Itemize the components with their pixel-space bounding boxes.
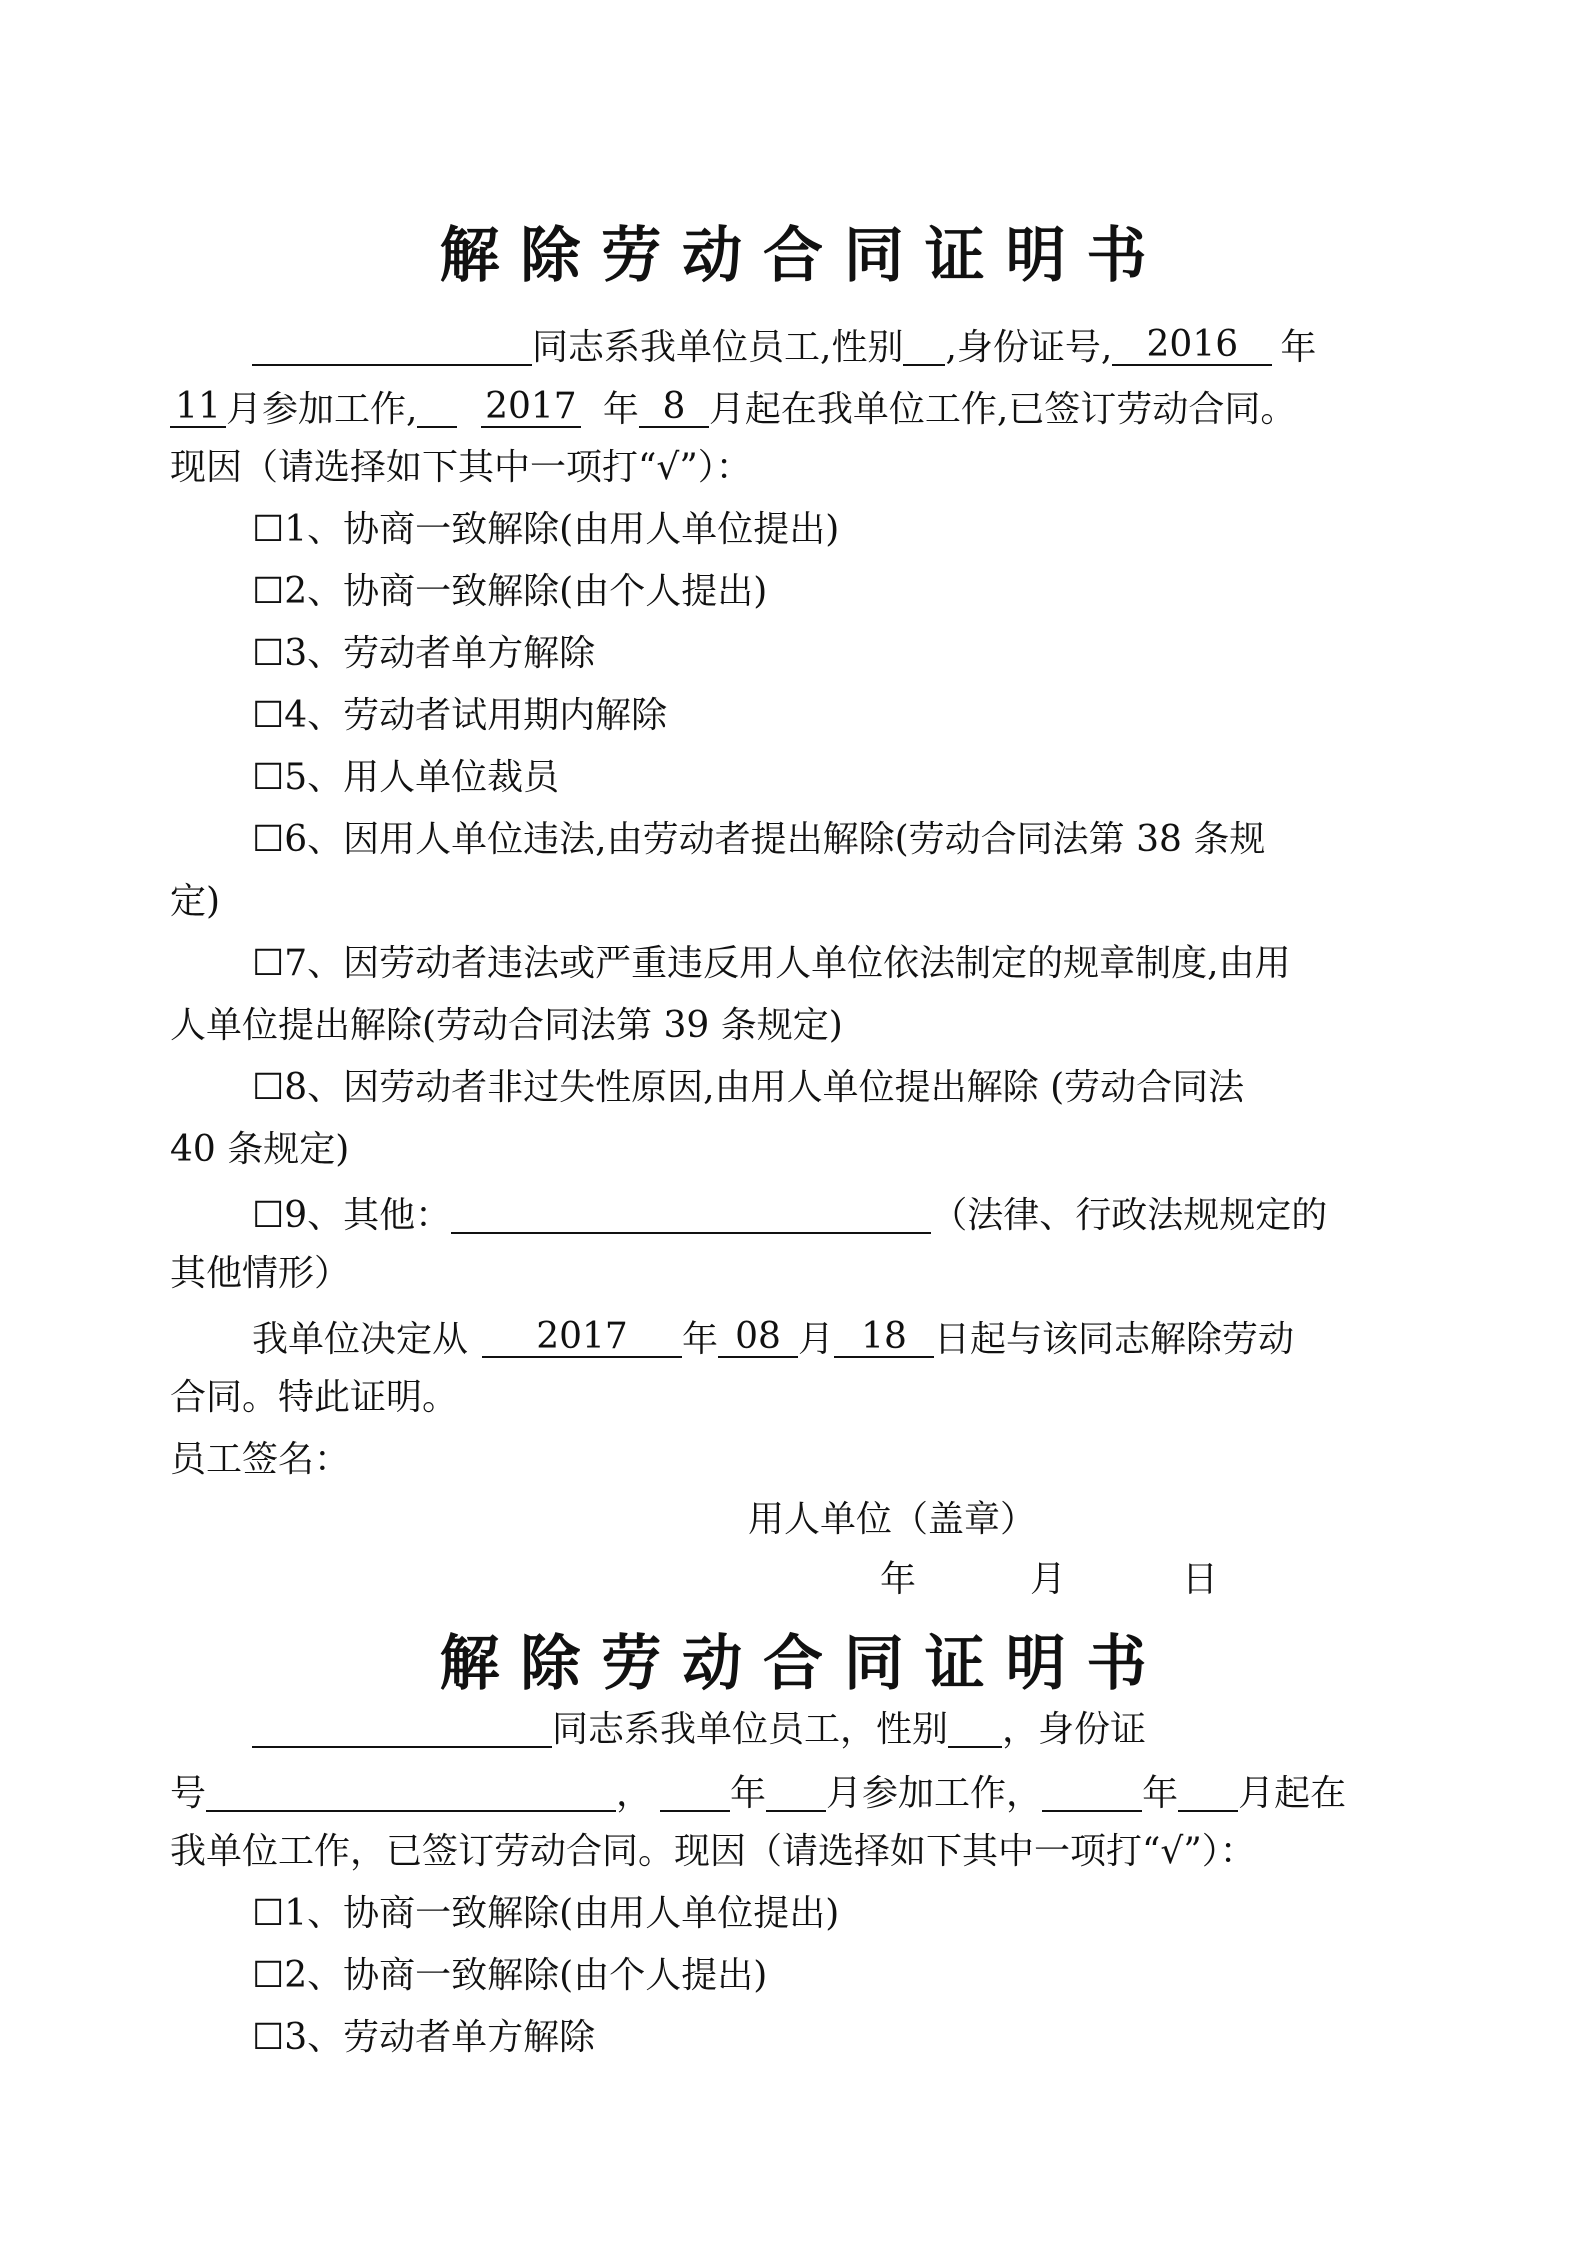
option-3-checkbox[interactable]: ☐3、劳动者单方解除 xyxy=(252,633,596,674)
option-4-checkbox[interactable]: ☐4、劳动者试用期内解除 xyxy=(252,695,668,736)
start-month-field[interactable]: 8 xyxy=(639,388,709,428)
doc2-title: 解 除 劳 动 合 同 证 明 书 xyxy=(439,1629,1147,1699)
option-1-checkbox[interactable]: ☐1、协商一致解除(由用人单位提出) xyxy=(252,509,840,550)
decision-cont: 合同。特此证明。 xyxy=(170,1377,459,1418)
option-7-cont: 人单位提出解除(劳动合同法第 39 条规定) xyxy=(170,1005,843,1046)
doc2-option-1-checkbox[interactable]: ☐1、协商一致解除(由用人单位提出) xyxy=(252,1893,840,1934)
option-2-checkbox[interactable]: ☐2、协商一致解除(由个人提出) xyxy=(252,571,768,612)
doc2-join-month-blank[interactable] xyxy=(766,1772,826,1812)
employer-stamp-label: 用人单位（盖章） xyxy=(748,1499,1037,1540)
option-9-cont: 其他情形） xyxy=(170,1253,351,1294)
doc1-line1: 同志系我单位员工,性别 ,身份证号, 2016 年 xyxy=(252,326,1316,366)
end-year-field[interactable]: 2017 xyxy=(482,1318,682,1358)
option-5-checkbox[interactable]: ☐5、用人单位裁员 xyxy=(252,757,560,798)
doc2-start-year-blank[interactable] xyxy=(1042,1772,1142,1812)
employee-signature-label: 员工签名： xyxy=(170,1439,351,1480)
doc2-line2: 号 ， 年 月参加工作， 年 月起在 xyxy=(170,1773,1347,1814)
date-month-label: 月 xyxy=(1030,1559,1067,1600)
end-month-field[interactable]: 08 xyxy=(718,1318,798,1358)
doc1-title: 解 除 劳 动 合 同 证 明 书 xyxy=(439,221,1147,291)
doc2-name-blank[interactable] xyxy=(252,1708,552,1748)
option-8-cont: 40 条规定) xyxy=(170,1129,350,1170)
name-blank[interactable] xyxy=(252,326,532,366)
doc1-line2: 11 月参加工作, 2017 年 8 月起在我单位工作,已签订劳动合同。 xyxy=(170,388,1296,428)
option-6-cont: 定) xyxy=(170,881,221,922)
join-year-field[interactable]: 2016 xyxy=(1112,326,1272,366)
doc2-gender-blank[interactable] xyxy=(948,1708,1002,1748)
doc2-start-month-blank[interactable] xyxy=(1178,1772,1238,1812)
doc2-id-field[interactable] xyxy=(206,1772,616,1812)
date-day-label: 日 xyxy=(1182,1559,1219,1600)
doc2-line1: 同志系我单位员工，性别 ，身份证 xyxy=(252,1708,1146,1748)
start-year-field[interactable]: 2017 xyxy=(481,388,581,428)
option-8-checkbox[interactable]: ☐8、因劳动者非过失性原因,由用人单位提出解除 (劳动合同法 xyxy=(252,1067,1245,1108)
gender-blank[interactable] xyxy=(903,326,945,366)
date-year-label: 年 xyxy=(880,1559,917,1600)
doc2-option-2-checkbox[interactable]: ☐2、协商一致解除(由个人提出) xyxy=(252,1955,768,1996)
option-9-checkbox[interactable]: ☐9、其他： xyxy=(252,1195,452,1236)
option-7-checkbox[interactable]: ☐7、因劳动者违法或严重违反用人单位依法制定的规章制度,由用 xyxy=(252,943,1291,984)
doc2-join-year-blank[interactable] xyxy=(660,1772,730,1812)
option-6-checkbox[interactable]: ☐6、因用人单位违法,由劳动者提出解除(劳动合同法第 38 条规 xyxy=(252,819,1266,860)
decision-line: 我单位决定从 2017 年 08 月 18 日起与该同志解除劳动 xyxy=(252,1316,1295,1360)
blank-short[interactable] xyxy=(417,388,457,428)
end-day-field[interactable]: 18 xyxy=(834,1318,934,1358)
doc2-option-3-checkbox[interactable]: ☐3、劳动者单方解除 xyxy=(252,2017,596,2058)
option-9-row: ☐9、其他： （法律、行政法规规定的 xyxy=(252,1195,1328,1236)
join-month-field[interactable]: 11 xyxy=(170,388,226,428)
other-reason-field[interactable] xyxy=(451,1194,931,1234)
doc1-reason-prompt: 现因（请选择如下其中一项打“√”）： xyxy=(170,447,752,488)
doc2-reason-prompt: 我单位工作，已签订劳动合同。现因（请选择如下其中一项打“√”）： xyxy=(170,1831,1256,1872)
